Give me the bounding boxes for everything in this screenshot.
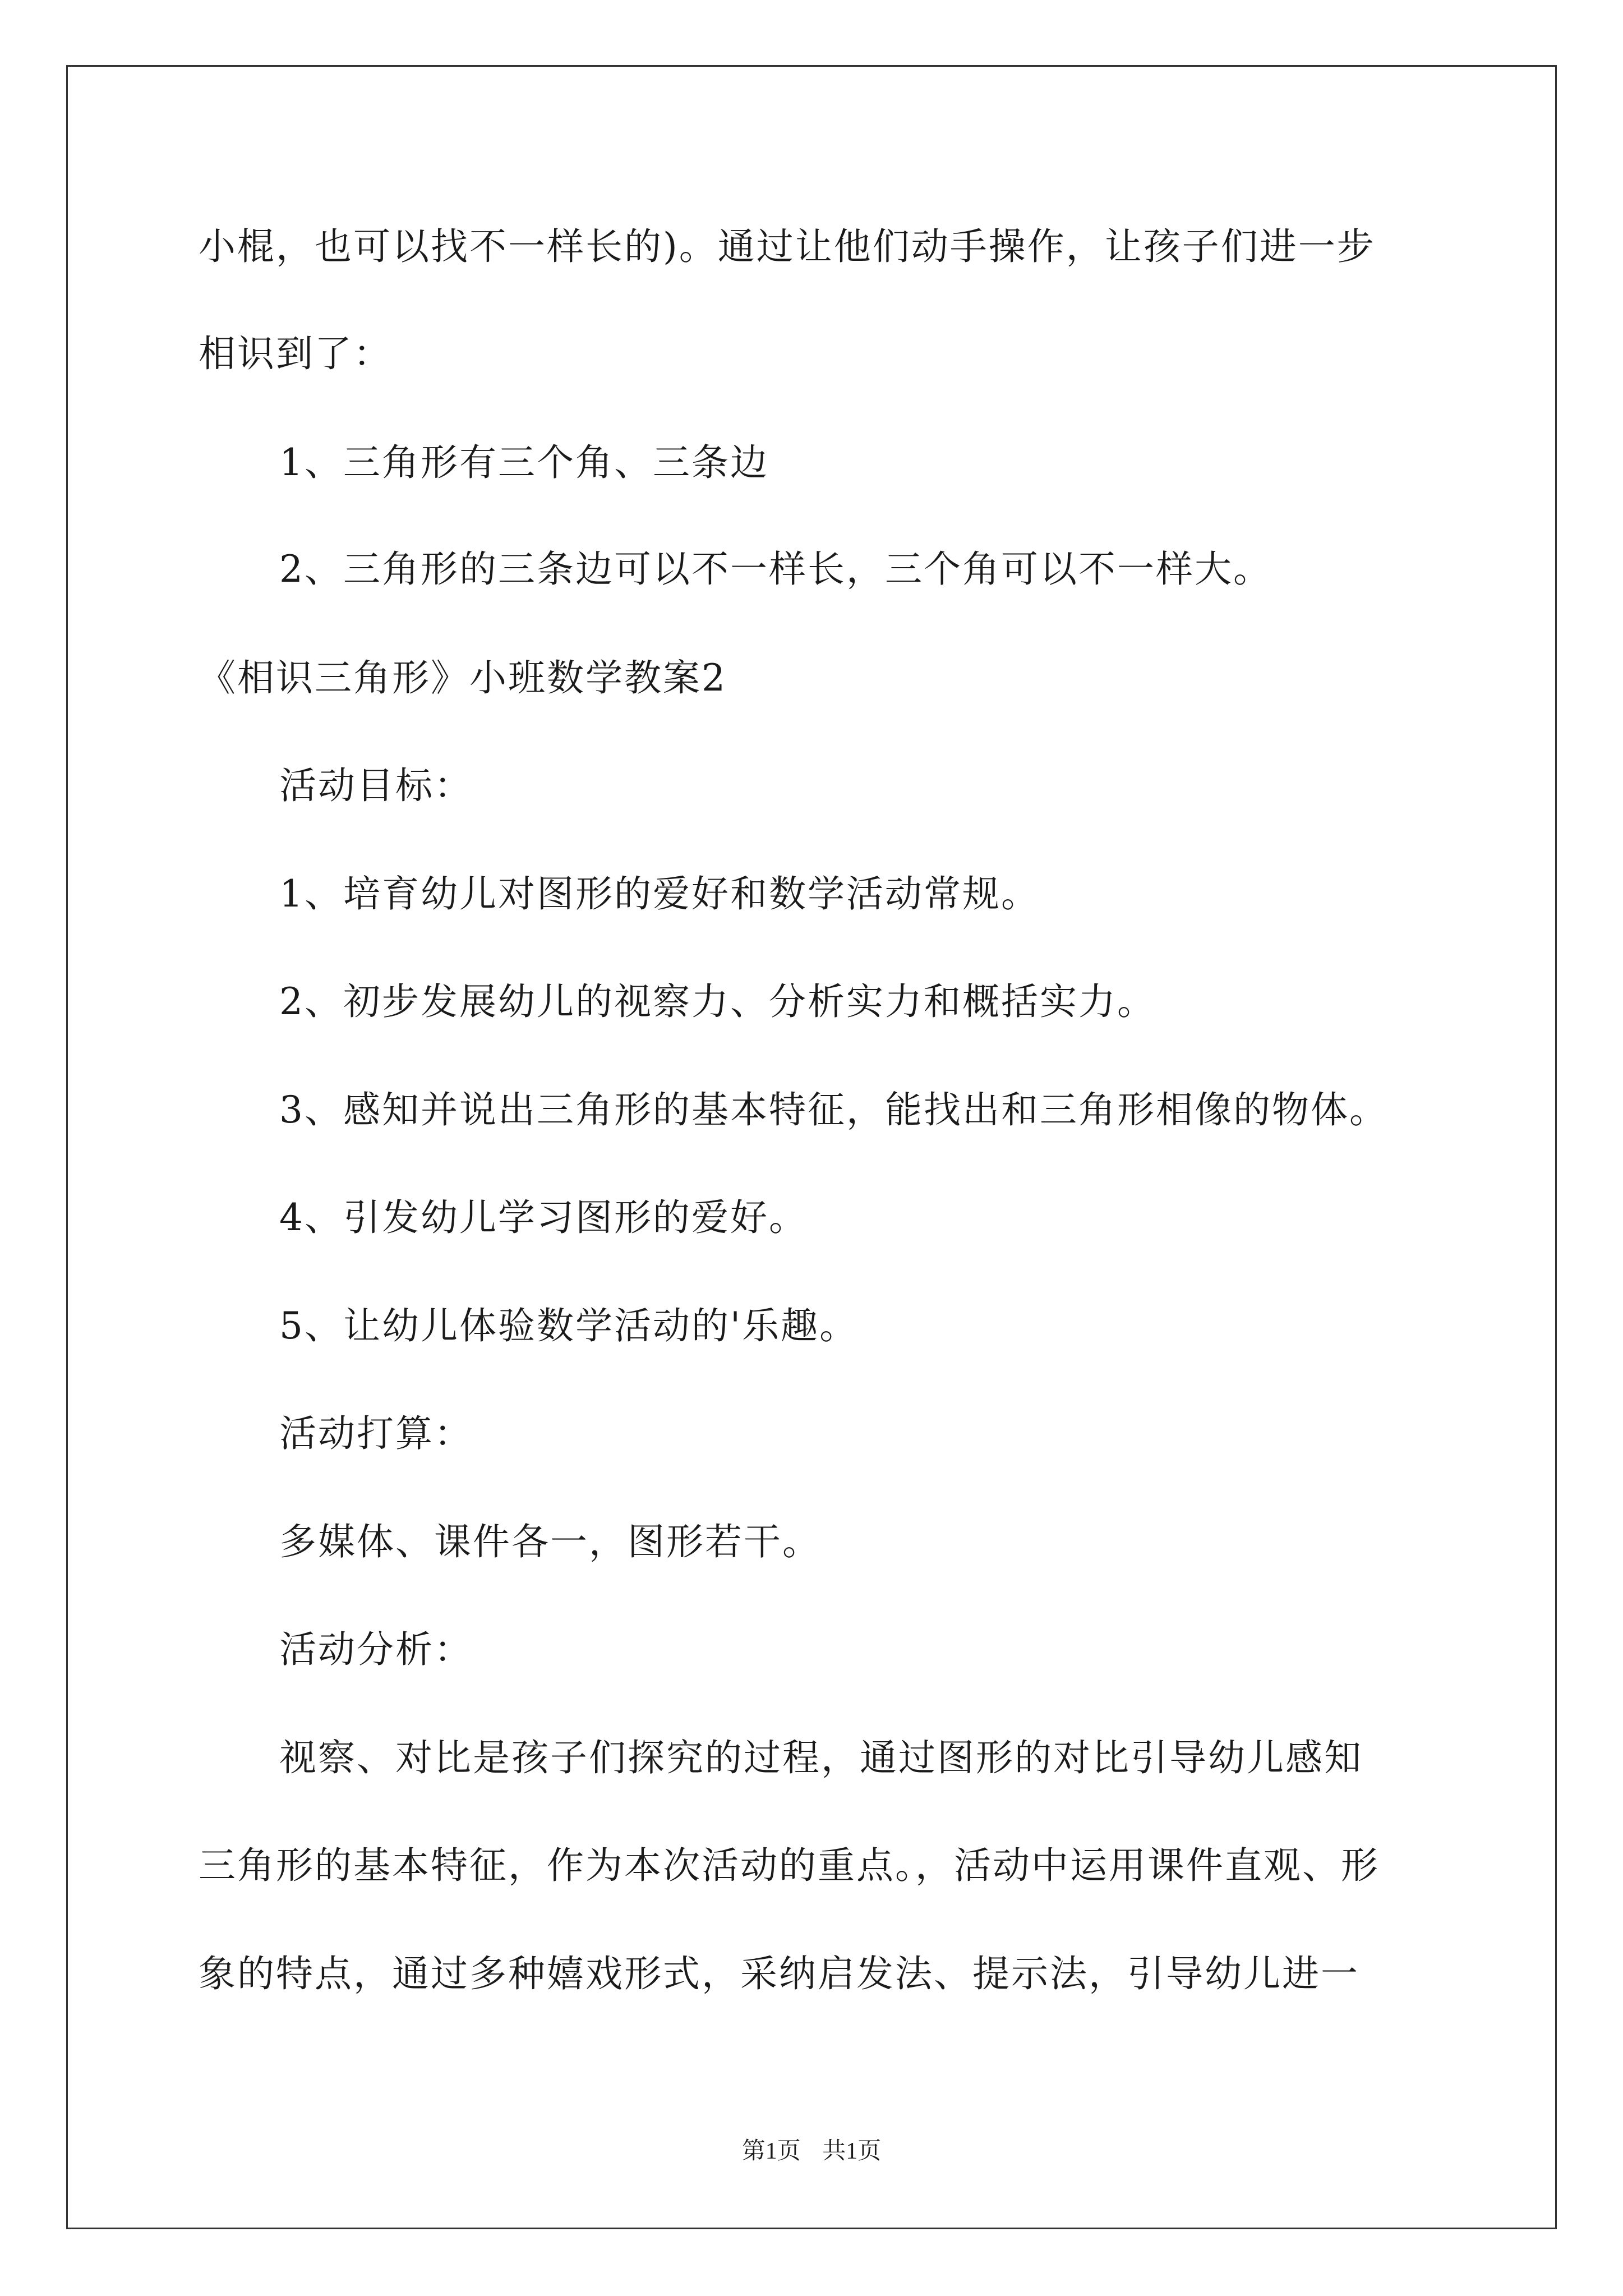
list-item: 4、引发幼儿学习图形的爱好。 bbox=[279, 1196, 808, 1239]
paragraph-line: 象的特点，通过多种嬉戏形式，采纳启发法、提示法，引导幼儿进一 bbox=[199, 1952, 1359, 1995]
page-number: 第1页 bbox=[741, 2138, 801, 2164]
list-item: 1、培育幼儿对图形的爱好和数学活动常规。 bbox=[279, 872, 1040, 915]
page-total: 共1页 bbox=[822, 2138, 882, 2164]
page-footer bbox=[0, 2137, 1623, 2165]
list-item: 2、初步发展幼儿的视察力、分析实力和概括实力。 bbox=[279, 980, 1156, 1023]
section-heading: 《相识三角形》小班数学教案2 bbox=[199, 656, 727, 700]
list-item: 5、让幼儿体验数学活动的'乐趣。 bbox=[279, 1304, 859, 1347]
subheading: 活动分析： bbox=[279, 1628, 473, 1671]
paragraph-line: 三角形的基本特征，作为本次活动的重点。，活动中运用课件直观、形 bbox=[199, 1844, 1380, 1887]
list-item: 3、感知并说出三角形的基本特征，能找出和三角形相像的物体。 bbox=[279, 1088, 1388, 1131]
paragraph-line: 小棍，也可以找不一样长的)。通过让他们动手操作，让孩子们进一步 bbox=[199, 225, 1376, 268]
paragraph-line: 视察、对比是孩子们探究的过程，通过图形的对比引导幼儿感知 bbox=[279, 1736, 1363, 1779]
subheading: 活动目标： bbox=[279, 764, 473, 807]
page-border bbox=[66, 65, 1557, 2229]
paragraph-line: 多媒体、课件各一，图形若干。 bbox=[279, 1520, 821, 1563]
paragraph-line: 相识到了： bbox=[199, 332, 392, 375]
subheading: 活动打算： bbox=[279, 1412, 473, 1455]
list-item: 1、三角形有三个角、三条边 bbox=[279, 441, 769, 484]
list-item: 2、三角形的三条边可以不一样长，三个角可以不一样大。 bbox=[279, 547, 1272, 591]
